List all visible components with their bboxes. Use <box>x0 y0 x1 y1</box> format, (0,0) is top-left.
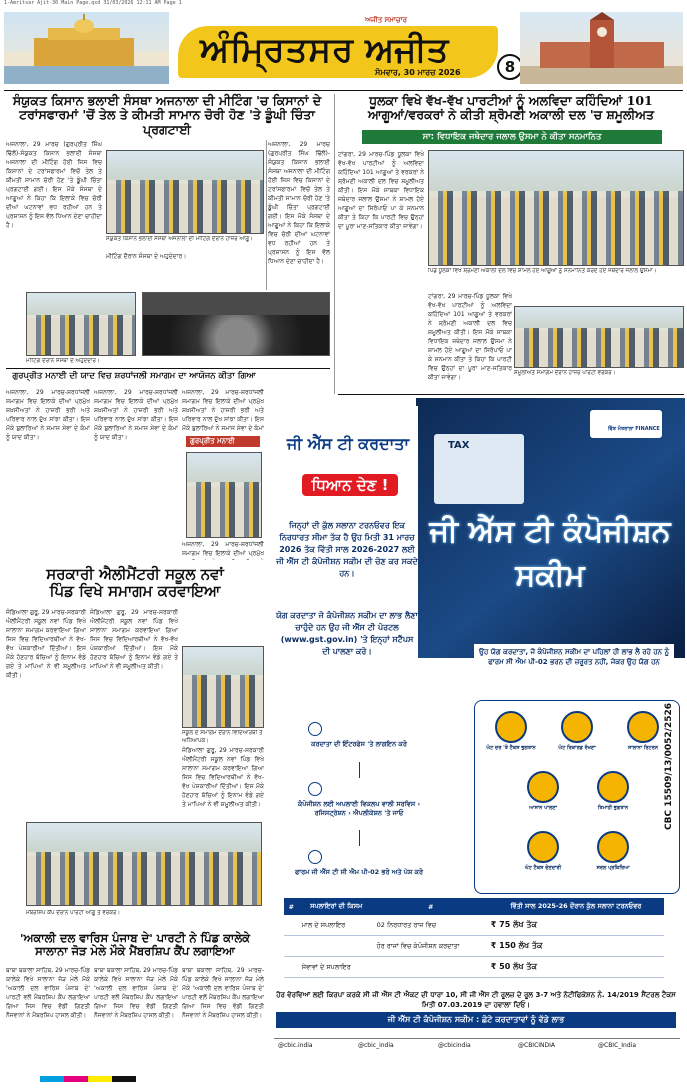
process-icon <box>597 831 629 863</box>
benefit-item: ਘੱਟ ਟੈਕਸ ਦੇਣਦਾਰੀ <box>515 831 571 883</box>
story3-body-col3: ਅਜਨਾਲਾ, 29 ਮਾਰਚ-ਸ਼ਰਧਾਂਜਲੀ ਸਮਾਗਮ ਵਿਚ ਇਲਾਕੇ ਦੀਆਂ ਪ੍ਰਮੁੱਖ ਸ਼ਖ਼ਸੀਅਤਾਂ ਨੇ ਹਾਜ਼ਰੀ ਭਰੀ ਅਤੇ ਪਰਿਵਾਰ ਨਾਲ ਦੁੱਖ ਸਾਂਝਾ ਕੀਤਾ। ਇਸ ਮੌਕੇ ਬੁਲਾਰਿਆਂ ਨੇ ਸਮਾਜ ਸੇਵਾ ਦੇ ਕੰਮਾਂ <box>182 389 264 432</box>
benefit-item: ਸਾਲਾਨਾ ਰਿਟਰਨ <box>615 711 671 763</box>
compliance-icon <box>527 771 559 803</box>
story3-headline: ਗੁਰਪ੍ਰੀਤ ਮਨਾਈ ਦੀ ਯਾਦ ਵਿਚ ਸ਼ਰਧਾਂਜਲੀ ਸਮਾਗਮ ਦਾ ਆਯੋਜਨ ਕੀਤਾ ਗਿਆ <box>12 371 256 381</box>
story5-headline: 'ਅਕਾਲੀ ਦਲ ਵਾਰਿਸ ਪੰਜਾਬ ਦੇ' ਪਾਰਟੀ ਨੇ ਪਿੰਡ ਕਾਲੇਕੇ ਸਾਲਾਨਾ ਜੋੜ ਮੇਲੇ ਮੌਕੇ ਮੈਂਬਰਸ਼ਿਪ ਕੈਂਪ ਲਗਾਇਆ <box>20 931 250 959</box>
flow-arrow <box>359 762 360 778</box>
return-icon <box>627 711 659 743</box>
story5-body-col3: ਬਾਬਾ ਬਕਾਲਾ ਸਾਹਿਬ, 29 ਮਾਰਚ-ਪਿੰਡ ਕਾਲੇਕੇ ਵਿਖੇ ਸਾਲਾਨਾ ਜੋੜ ਮੇਲੇ ਮੌਕੇ 'ਅਕਾਲੀ ਦਲ ਵਾਰਿਸ ਪੰਜਾਬ ਦੇ' ਪਾਰਟੀ ਵਲੋਂ ਮੈਂਬਰਸ਼ਿਪ ਕੈਂਪ ਲਗਾਇਆ ਗਿਆ ਜਿਸ ਵਿਚ ਵੱਡੀ ਗਿਣਤੀ ਨੌਜਵਾਨਾਂ ਨੇ ਮੈਂਬਰਸ਼ਿਪ ਹਾਸਲ ਕੀਤੀ। <box>182 967 264 1019</box>
masthead-golden-temple-image <box>4 12 169 84</box>
tax-label: TAX <box>448 440 470 451</box>
story2-headline: ਧੂਲਕਾ ਵਿਖੇ ਵੱਖ-ਵੱਖ ਪਾਰਟੀਆਂ ਨੂੰ ਅਲਵਿਦਾ ਕਹਿੰਦਿਆਂ 101 ਆਗੂਆਂ/ਵਰਕਰਾਂ ਨੇ ਕੀਤੀ ਸ਼੍ਰੋਮਣੀ ਅਕਾਲੀ ਦਲ 'ਚ ਸ਼ਮੂਲੀਅਤ <box>368 93 654 123</box>
story2-body-col2: ਟਾਂਗਰਾ, 29 ਮਾਰਚ-ਪਿੰਡ ਧੂਲਕਾ ਵਿਖੇ ਵੱਖ-ਵੱਖ ਪਾਰਟੀਆਂ ਨੂੰ ਅਲਵਿਦਾ ਕਹਿੰਦਿਆਂ 101 ਆਗੂਆਂ ਤੇ ਵਰਕਰਾਂ ਨੇ ਸ਼੍ਰੋਮਣੀ ਅਕਾਲੀ ਦਲ ਵਿਚ ਸ਼ਮੂਲੀਅਤ ਕੀਤੀ। ਇਸ ਮੌਕੇ ਸਾਬਕਾ ਵਿਧਾਇਕ ਜਥੇਦਾਰ ਜਲਾਲ ਉਸਮਾ ਨੇ ਸ਼ਾਮਲ ਹੋਏ ਆਗੂਆਂ ਦਾ ਸਿਰੋਪਾਓ ਪਾ ਕੇ ਸਨਮਾਨ ਕੀਤਾ ਤੇ ਕਿਹਾ ਕਿ ਪਾਰਟੀ ਵਿਚ ਉਨ੍ਹਾਂ ਦਾ ਪੂਰਾ ਮਾਣ-ਸਤਿਕਾਰ ਕੀਤਾ ਜਾਵੇਗਾ। <box>428 293 512 381</box>
story3-body-col2: ਅਜਨਾਲਾ, 29 ਮਾਰਚ-ਸ਼ਰਧਾਂਜਲੀ ਸਮਾਗਮ ਵਿਚ ਇਲਾਕੇ ਦੀਆਂ ਪ੍ਰਮੁੱਖ ਸ਼ਖ਼ਸੀਅਤਾਂ ਨੇ ਹਾਜ਼ਰੀ ਭਰੀ ਅਤੇ ਪਰਿਵਾਰ ਨਾਲ ਦੁੱਖ ਸਾਂਝਾ ਕੀਤਾ। ਇਸ ਮੌਕੇ ਬੁਲਾਰਿਆਂ ਨੇ ਸਮਾਜ ਸੇਵਾ ਦੇ ਕੰਮਾਂ ਨੂੰ ਯਾਦ ਕੀਤਾ। <box>94 389 178 441</box>
column-rule <box>266 140 267 290</box>
gst-advertisement <box>268 398 685 1080</box>
cbc-code: CBC 15509/13/0052/2526 <box>664 703 674 830</box>
story4-body-col2: ਜੰਡਿਆਲਾ ਗੁਰੂ, 29 ਮਾਰਚ-ਸਰਕਾਰੀ ਐਲੀਮੈਂਟਰੀ ਸਕੂਲ ਨਵਾਂ ਪਿੰਡ ਵਿਖੇ ਸਾਲਾਨਾ ਸਮਾਗਮ ਕਰਵਾਇਆ ਗਿਆ ਜਿਸ ਵਿਚ ਵਿਦਿਆਰਥੀਆਂ ਨੇ ਵੱਖ-ਵੱਖ ਪੇਸ਼ਕਾਰੀਆਂ ਦਿੱਤੀਆਂ। ਇਸ ਮੌਕੇ ਹੋਣਹਾਰ ਬੱਚਿਆਂ ਨੂੰ ਇਨਾਮ ਵੰਡੇ ਗਏ ਤੇ ਮਾਪਿਆਂ ਨੇ ਵੀ ਸ਼ਮੂਲੀਅਤ ਕੀਤੀ। <box>90 609 178 670</box>
low-tax-icon <box>495 711 527 743</box>
step-1: ਕਰਦਾਤਾ ਦੀ ਇੰਟਰਫੇਸ 'ਤੇ ਲਾਗਇਨ ਕਰੋ <box>311 740 407 748</box>
column-rule <box>334 94 335 394</box>
story4-headline: ਸਰਕਾਰੀ ਐਲੀਮੈਂਟਰੀ ਸਕੂਲ ਨਵਾਂ ਪਿੰਡ ਵਿਖੇ ਸਮਾਗਮ ਕਰਵਾਇਆ <box>46 565 224 601</box>
finance-ministry-label: ਵਿੱਤ ਮੰਤਰਾਲਾ FINANCE <box>608 426 660 432</box>
benefit-item: ਘੱਟ ਦਰ 'ਤੇ ਟੈਕਸ ਭੁਗਤਾਨ <box>483 711 539 763</box>
story5-caption: ਮੈਂਬਰਸ਼ਿਪ ਕੈਂਪ ਦੌਰਾਨ ਪਾਰਟੀ ਆਗੂ ਤੇ ਵਰਕਰ। <box>26 910 121 916</box>
gst-ad-title: ਜੀ ਐੱਸ ਟੀ ਕਰਦਾਤਾ <box>286 434 410 453</box>
gst-ad-note: ਹੋਰ ਵੇਰਵਿਆਂ ਲਈ ਕਿਰਪਾ ਕਰਕੇ ਸੀ ਜੀ ਐੱਸ ਟੀ ਐਕਟ ਦੀ ਧਾਰਾ 10, ਸੀ ਜੀ ਐੱਸ ਟੀ ਰੂਲਜ਼ ਦੇ ਰੂਲ 3-7 ਅਤੇ ਨੋਟੀਫਿਕੇਸ਼ਨ ਨੰ. 14/2019 ਸੈਂਟਰਲ ਟੈਕਸ ਮਿਤੀ 07.03.2019 ਦਾ ਹਵਾਲਾ ਦਿਓ। <box>276 991 676 1009</box>
table-header-row <box>284 898 664 915</box>
registration-mark <box>64 1076 88 1082</box>
story-rule <box>338 394 684 395</box>
story3-body: ਅਜਨਾਲਾ, 29 ਮਾਰਚ-ਸ਼ਰਧਾਂਜਲੀ ਸਮਾਗਮ ਵਿਚ ਇਲਾਕੇ ਦੀਆਂ ਪ੍ਰਮੁੱਖ ਸ਼ਖ਼ਸੀਅਤਾਂ ਨੇ ਹਾਜ਼ਰੀ ਭਰੀ ਅਤੇ ਪਰਿਵਾਰ ਨਾਲ ਦੁੱਖ ਸਾਂਝਾ ਕੀਤਾ। ਇਸ ਮੌਕੇ ਬੁਲਾਰਿਆਂ ਨੇ ਸਮਾਜ ਸੇਵਾ ਦੇ ਕੰਮਾਂ ਨੂੰ ਯਾਦ ਕੀਤਾ। <box>6 389 90 441</box>
story2-caption2: ਸ਼ਮੂਲੀਅਤ ਸਮਾਗਮ ਦੌਰਾਨ ਹਾਜ਼ਰ ਪਾਰਟੀ ਵਰਕਰ। <box>514 370 616 376</box>
story2-photo-ceremony <box>428 150 684 266</box>
benefit-item: ਆਸਾਨ ਪਾਲਣਾ <box>515 771 571 823</box>
story4-caption: ਸਕੂਲ ਦੇ ਸਮਾਗਮ ਦੌਰਾਨ ਵਿਦਿਆਰਥੀ ਤੇ ਅਧਿਆਪਕ। <box>182 730 263 744</box>
benefits-panel <box>474 700 680 894</box>
benefit-item: ਘੱਟ ਰਿਕਾਰਡ ਰੱਖਣਾ <box>549 711 605 763</box>
story5-body-col2: ਬਾਬਾ ਬਕਾਲਾ ਸਾਹਿਬ, 29 ਮਾਰਚ-ਪਿੰਡ ਕਾਲੇਕੇ ਵਿਖੇ ਸਾਲਾਨਾ ਜੋੜ ਮੇਲੇ ਮੌਕੇ 'ਅਕਾਲੀ ਦਲ ਵਾਰਿਸ ਪੰਜਾਬ ਦੇ' ਪਾਰਟੀ ਵਲੋਂ ਮੈਂਬਰਸ਼ਿਪ ਕੈਂਪ ਲਗਾਇਆ ਗਿਆ ਜਿਸ ਵਿਚ ਵੱਡੀ ਗਿਣਤੀ ਨੌਜਵਾਨਾਂ ਨੇ ਮੈਂਬਰਸ਼ਿਪ ਹਾਸਲ ਕੀਤੀ। <box>94 967 178 1019</box>
gst-ad-footer: ਜੀ ਐੱਸ ਟੀ ਕੰਪੋਜੀਸ਼ਨ ਸਕੀਮ : ਛੋਟੇ ਕਰਦਾਤਾਵਾਂ ਨੂੰ ਵੱਡੇ ਲਾਭ <box>276 1012 676 1028</box>
masthead-date: ਸੋਮਵਾਰ, 30 ਮਾਰਚ 2026 <box>375 68 461 77</box>
table-row: ਮਾਲ ਦੇ ਸਪਲਾਇਰ 02 ਨਿਰਧਾਰਤ ਰਾਜ ਵਿਚ ₹ 75 ਲੱਖ ਤੱਕ <box>284 915 664 936</box>
social-handles <box>274 1038 680 1052</box>
gst-ad-big-title: ਜੀ ਐੱਸ ਟੀ ਕੰਪੋਜੀਸ਼ਨ ਸਕੀਮ <box>429 514 671 593</box>
story4-body: ਜੰਡਿਆਲਾ ਗੁਰੂ, 29 ਮਾਰਚ-ਸਰਕਾਰੀ ਐਲੀਮੈਂਟਰੀ ਸਕੂਲ ਨਵਾਂ ਪਿੰਡ ਵਿਖੇ ਸਾਲਾਨਾ ਸਮਾਗਮ ਕਰਵਾਇਆ ਗਿਆ ਜਿਸ ਵਿਚ ਵਿਦਿਆਰਥੀਆਂ ਨੇ ਵੱਖ-ਵੱਖ ਪੇਸ਼ਕਾਰੀਆਂ ਦਿੱਤੀਆਂ। ਇਸ ਮੌਕੇ ਹੋਣਹਾਰ ਬੱਚਿਆਂ ਨੂੰ ਇਨਾਮ ਵੰਡੇ ਗਏ ਤੇ ਮਾਪਿਆਂ ਨੇ ਵੀ ਸ਼ਮੂਲੀਅਤ ਕੀਤੀ। <box>6 609 86 679</box>
gst-ad-text1: ਜਿਨ੍ਹਾਂ ਦੀ ਕੁੱਲ ਸਲਾਨਾ ਟਰਨਓਵਰ ਇਕ ਨਿਰਧਾਰਤ ਸੀਮਾ ਤੱਕ ਹੈ ਉਹ ਮਿਤੀ 31 ਮਾਰਚ 2026 ਤੱਕ ਵਿੱਤੀ ਸਾਲ 2026-2027 ਲਈ ਜੀ ਐੱਸ ਟੀ ਕੰਪੋਜੀਸ਼ਨ ਸਕੀਮ ਦੀ ਚੋਣ ਕਰ ਸਕਦੇ ਹਨ। <box>276 521 418 578</box>
linkedin-handle[interactable]: @CBIC_India <box>598 1042 636 1049</box>
table-header: # <box>374 898 488 915</box>
table-header: ਸਪਲਾਇਰਾਂ ਦੀ ਕਿਸਮ <box>299 898 374 915</box>
step-3: ਫਾਰਮ ਜੀ ਐੱਸ ਟੀ ਸੀ ਐਮ ਪੀ-02 ਭਰੋ ਅਤੇ ਪੇਸ਼ ਕਰੋ <box>294 868 424 876</box>
benefit-item: ਸਰਲ ਪ੍ਰਕਿਰਿਆ <box>585 831 641 883</box>
story3-byline: ਗੁਰਪ੍ਰੀਤ ਮਨਾਈ <box>186 436 260 447</box>
masthead-subtitle: ਅਜੀਤ ਸਮਾਚਾਰ <box>365 16 407 24</box>
story1-body-cont: ਮੀਟਿੰਗ ਦੌਰਾਨ ਸੰਸਥਾ ਦੇ ਅਹੁਦੇਦਾਰ। <box>106 253 187 260</box>
registration-mark <box>88 1076 112 1082</box>
finance-ministry-logo <box>590 410 662 438</box>
story3-photo <box>186 452 262 538</box>
story4-body-col3: ਜੰਡਿਆਲਾ ਗੁਰੂ, 29 ਮਾਰਚ-ਸਰਕਾਰੀ ਐਲੀਮੈਂਟਰੀ ਸਕੂਲ ਨਵਾਂ ਪਿੰਡ ਵਿਖੇ ਸਾਲਾਨਾ ਸਮਾਗਮ ਕਰਵਾਇਆ ਗਿਆ ਜਿਸ ਵਿਚ ਵਿਦਿਆਰਥੀਆਂ ਨੇ ਵੱਖ-ਵੱਖ ਪੇਸ਼ਕਾਰੀਆਂ ਦਿੱਤੀਆਂ। ਇਸ ਮੌਕੇ ਹੋਣਹਾਰ ਬੱਚਿਆਂ ਨੂੰ ਇਨਾਮ ਵੰਡੇ ਗਏ ਤੇ ਮਾਪਿਆਂ ਨੇ ਵੀ ਸ਼ਮੂਲੀਅਤ ਕੀਤੀ। <box>182 747 264 808</box>
masthead-logo-paper: ਅਜੀਤ <box>365 30 449 70</box>
quarterly-icon <box>597 771 629 803</box>
table-row: ਹੋਰ ਰਾਜਾਂ ਵਿਚ ਕੰਪੋਜੀਸ਼ਨ ਕਰਦਾਤਾ ₹ 150 ਲੱਖ ਤੱਕ <box>284 936 664 957</box>
masthead-logo-city: ਅੰਮ੍ਰਿਤਸਰ <box>200 30 355 70</box>
story1-photo-caption: ਮੀਟਿੰਗ ਦੌਰਾਨ ਸੰਸਥਾ ਦੇ ਅਹੁਦੇਦਾਰ। <box>26 358 100 364</box>
x-handle[interactable]: @cbic_india <box>358 1042 394 1049</box>
registration-mark <box>40 1076 64 1082</box>
story1-transformer-photo <box>142 292 330 356</box>
story1-headline: ਸੰਯੁਕਤ ਕਿਸਾਨ ਭਲਾਈ ਸੰਸਥਾ ਅਜਨਾਲਾ ਦੀ ਮੀਟਿੰਗ 'ਚ ਕਿਸਾਨਾਂ ਦੇ ਟਰਾਂਸਫਾਰਮਾਂ 'ਚੋਂ ਤੇਲ ਤੇ ਕੀਮਤੀ ਸਾਮਾਨ ਚੋਰੀ ਹੋਣ 'ਤੇ ਡੂੰਘੀ ਚਿੰਤਾ ਪ੍ਰਗਟਾਈ <box>12 93 322 137</box>
story1-body: ਅਜਨਾਲਾ, 29 ਮਾਰਚ (ਗੁਰਪ੍ਰੀਤ ਸਿੰਘ ਢਿੱਲੋਂ)-ਸੰਯੁਕਤ ਕਿਸਾਨ ਭਲਾਈ ਸੰਸਥਾ ਅਜਨਾਲਾ ਦੀ ਮੀਟਿੰਗ ਹੋਈ ਜਿਸ ਵਿਚ ਕਿਸਾਨਾਂ ਦੇ ਟਰਾਂਸਫਾਰਮਾਂ ਵਿਚੋਂ ਤੇਲ ਤੇ ਕੀਮਤੀ ਸਾਮਾਨ ਚੋਰੀ ਹੋਣ 'ਤੇ ਡੂੰਘੀ ਚਿੰਤਾ ਪ੍ਰਗਟਾਈ ਗਈ। ਇਸ ਮੌਕੇ ਸੰਸਥਾ ਦੇ ਆਗੂਆਂ ਨੇ ਕਿਹਾ ਕਿ ਇਲਾਕੇ ਵਿਚ ਚੋਰੀ ਦੀਆਂ ਘਟਨਾਵਾਂ ਵਧ ਰਹੀਆਂ ਹਨ ਤੇ ਪ੍ਰਸ਼ਾਸਨ ਨੂੰ ਇਸ ਵੱਲ ਧਿਆਨ ਦੇਣਾ ਚਾਹੀਦਾ ਹੈ। <box>6 141 102 229</box>
page-number: 8 <box>497 54 523 80</box>
instagram-handle[interactable]: @cbicindia <box>438 1042 471 1049</box>
story1-caption: ਸੰਯੁਕਤ ਕਿਸਾਨ ਭਲਾਈ ਸੰਸਥਾ ਅਜਨਾਲਾ ਦੀ ਮੀਟਿੰਗ ਦੌਰਾਨ ਹਾਜ਼ਰ ਆਗੂ। <box>106 236 253 242</box>
story2-caption: ਪਿੰਡ ਧੂਲਕਾ ਵਿਖੇ ਸ਼੍ਰੋਮਣੀ ਅਕਾਲੀ ਦਲ ਵਿਚ ਸ਼ਾਮਲ ਹੋਏ ਆਗੂਆਂ ਨੂੰ ਸਨਮਾਨਿਤ ਕਰਦੇ ਹੋਏ ਜਥੇਦਾਰ ਜਲਾਲ ਉਸਮਾ। <box>428 268 657 274</box>
table-header: ਵਿੱਤੀ ਸਾਲ 2025-26 ਦੌਰਾਨ ਕੁੱਲ ਸਲਾਨਾ ਟਰਨਓਵਰ <box>488 898 664 915</box>
story2-photo-group <box>514 306 684 368</box>
liability-icon <box>527 831 559 863</box>
story2-body: ਟਾਂਗਰਾ, 29 ਮਾਰਚ-ਪਿੰਡ ਧੂਲਕਾ ਵਿਖੇ ਵੱਖ-ਵੱਖ ਪਾਰਟੀਆਂ ਨੂੰ ਅਲਵਿਦਾ ਕਹਿੰਦਿਆਂ 101 ਆਗੂਆਂ ਤੇ ਵਰਕਰਾਂ ਨੇ ਸ਼੍ਰੋਮਣੀ ਅਕਾਲੀ ਦਲ ਵਿਚ ਸ਼ਮੂਲੀਅਤ ਕੀਤੀ। ਇਸ ਮੌਕੇ ਸਾਬਕਾ ਵਿਧਾਇਕ ਜਥੇਦਾਰ ਜਲਾਲ ਉਸਮਾ ਨੇ ਸ਼ਾਮਲ ਹੋਏ ਆਗੂਆਂ ਦਾ ਸਿਰੋਪਾਓ ਪਾ ਕੇ ਸਨਮਾਨ ਕੀਤਾ ਤੇ ਕਿਹਾ ਕਿ ਪਾਰਟੀ ਵਿਚ ਉਨ੍ਹਾਂ ਦਾ ਪੂਰਾ ਮਾਣ-ਸਤਿਕਾਰ ਕੀਤਾ ਜਾਵੇਗਾ। <box>338 151 424 230</box>
records-icon <box>561 711 593 743</box>
story1-portrait-photo <box>26 292 136 356</box>
gst-ad-text2: ਯੋਗ ਕਰਦਾਤਾ ਜੋ ਕੰਪੋਜੀਸ਼ਨ ਸਕੀਮ ਦਾ ਲਾਭ ਲੈਣਾ ਚਾਹੁੰਦੇ ਹਨ ਉਹ ਜੀ ਐੱਸ ਟੀ ਪੋਰਟਲ (www.gst.gov.in) 'ਤੇ ਇਨ੍ਹਾਂ ਸਟੈੱਪਸ ਦੀ ਪਾਲਣਾ ਕਰੋ। <box>276 611 418 656</box>
story5-body: ਬਾਬਾ ਬਕਾਲਾ ਸਾਹਿਬ, 29 ਮਾਰਚ-ਪਿੰਡ ਕਾਲੇਕੇ ਵਿਖੇ ਸਾਲਾਨਾ ਜੋੜ ਮੇਲੇ ਮੌਕੇ 'ਅਕਾਲੀ ਦਲ ਵਾਰਿਸ ਪੰਜਾਬ ਦੇ' ਪਾਰਟੀ ਵਲੋਂ ਮੈਂਬਰਸ਼ਿਪ ਕੈਂਪ ਲਗਾਇਆ ਗਿਆ ਜਿਸ ਵਿਚ ਵੱਡੀ ਗਿਣਤੀ ਨੌਜਵਾਨਾਂ ਨੇ ਮੈਂਬਰਸ਼ਿਪ ਹਾਸਲ ਕੀਤੀ। <box>6 967 90 1019</box>
services-icon <box>308 782 322 796</box>
step-2: ਕੰਪੋਜੀਸ਼ਨ ਲਈ ਅਪਲਾਈ ਵਿਕਲਪ ਵਾਲੀ ਸਰਵਿਸ › ਰਜਿਸਟ੍ਰੇਸ਼ਨ › ਐਪਲੀਕੇਸ਼ਨ 'ਤੇ ਜਾਓ <box>297 800 421 817</box>
page-slug: 1-Amritsar Ajit-30 Main Page.qxd 31/03/2026 12:11 AM Page 1 <box>4 0 182 6</box>
story5-photo <box>26 822 262 906</box>
registration-mark <box>112 1076 136 1082</box>
table-header: # <box>284 898 299 915</box>
clock-tower-icon <box>520 12 683 84</box>
story1-photo <box>106 150 264 234</box>
youtube-handle[interactable]: @CBICINDIA <box>518 1042 556 1049</box>
story3-body-col3b: ਅਜਨਾਲਾ, 29 ਮਾਰਚ-ਸ਼ਰਧਾਂਜਲੀ ਸਮਾਗਮ ਵਿਚ ਇਲਾਕੇ ਦੀਆਂ ਪ੍ਰਮੁੱਖ <box>182 541 264 557</box>
login-icon <box>308 722 322 736</box>
story-rule <box>6 368 330 369</box>
story4-photo <box>182 646 264 728</box>
facebook-handle[interactable]: @cbic.india <box>278 1042 313 1049</box>
benefit-item: ਤਿਮਾਹੀ ਭੁਗਤਾਨ <box>585 771 641 823</box>
story1-body-col3: ਅਜਨਾਲਾ, 29 ਮਾਰਚ (ਗੁਰਪ੍ਰੀਤ ਸਿੰਘ ਢਿੱਲੋਂ)-ਸੰਯੁਕਤ ਕਿਸਾਨ ਭਲਾਈ ਸੰਸਥਾ ਅਜਨਾਲਾ ਦੀ ਮੀਟਿੰਗ ਹੋਈ ਜਿਸ ਵਿਚ ਕਿਸਾਨਾਂ ਦੇ ਟਰਾਂਸਫਾਰਮਾਂ ਵਿਚੋਂ ਤੇਲ ਤੇ ਕੀਮਤੀ ਸਾਮਾਨ ਚੋਰੀ ਹੋਣ 'ਤੇ ਡੂੰਘੀ ਚਿੰਤਾ ਪ੍ਰਗਟਾਈ ਗਈ। ਇਸ ਮੌਕੇ ਸੰਸਥਾ ਦੇ ਆਗੂਆਂ ਨੇ ਕਿਹਾ ਕਿ ਇਲਾਕੇ ਵਿਚ ਚੋਰੀ ਦੀਆਂ ਘਟਨਾਵਾਂ ਵਧ ਰਹੀਆਂ ਹਨ ਤੇ ਪ੍ਰਸ਼ਾਸਨ ਨੂੰ ਇਸ ਵੱਲ ਧਿਆਨ ਦੇਣਾ ਚਾਹੀਦਾ ਹੈ। <box>268 141 330 265</box>
table-row: ਸੇਵਾਵਾਂ ਦੇ ਸਪਲਾਇਰ ₹ 50 ਲੱਖ ਤੱਕ <box>284 957 664 978</box>
masthead-rule <box>4 90 683 91</box>
turnover-table <box>284 898 664 978</box>
story2-green-bar: ਸਾ: ਵਿਧਾਇਕ ਜਥੇਦਾਰ ਜਲਾਲ ਉਸਮਾ ਨੇ ਕੀਤਾ ਸਨਮਾਨਿਤ <box>362 130 662 144</box>
gst-ad-attention: ਧਿਆਨ ਦੇਣ ! <box>302 474 398 496</box>
golden-temple-icon <box>4 12 169 84</box>
gst-ad-condition: ਉਹ ਯੋਗ ਕਰਦਾਤਾ, ਜੋ ਕੰਪੋਜੀਸ਼ਨ ਸਕੀਮ ਦਾ ਪਹਿਲਾਂ ਹੀ ਲਾਭ ਲੈ ਰਹੇ ਹਨ ਨੂੰ ਫਾਰਮ ਸੀ ਐਮ ਪੀ-02 ਭਰਨ ਦੀ ਜ਼ਰੂਰਤ ਨਹੀਂ, ਜੇਕਰ ਉਹ ਯੋਗ ਹਨ <box>474 644 674 670</box>
form-icon <box>308 850 322 864</box>
flow-arrow <box>359 830 360 846</box>
masthead-clock-tower-image <box>520 12 683 84</box>
masthead <box>0 8 687 88</box>
